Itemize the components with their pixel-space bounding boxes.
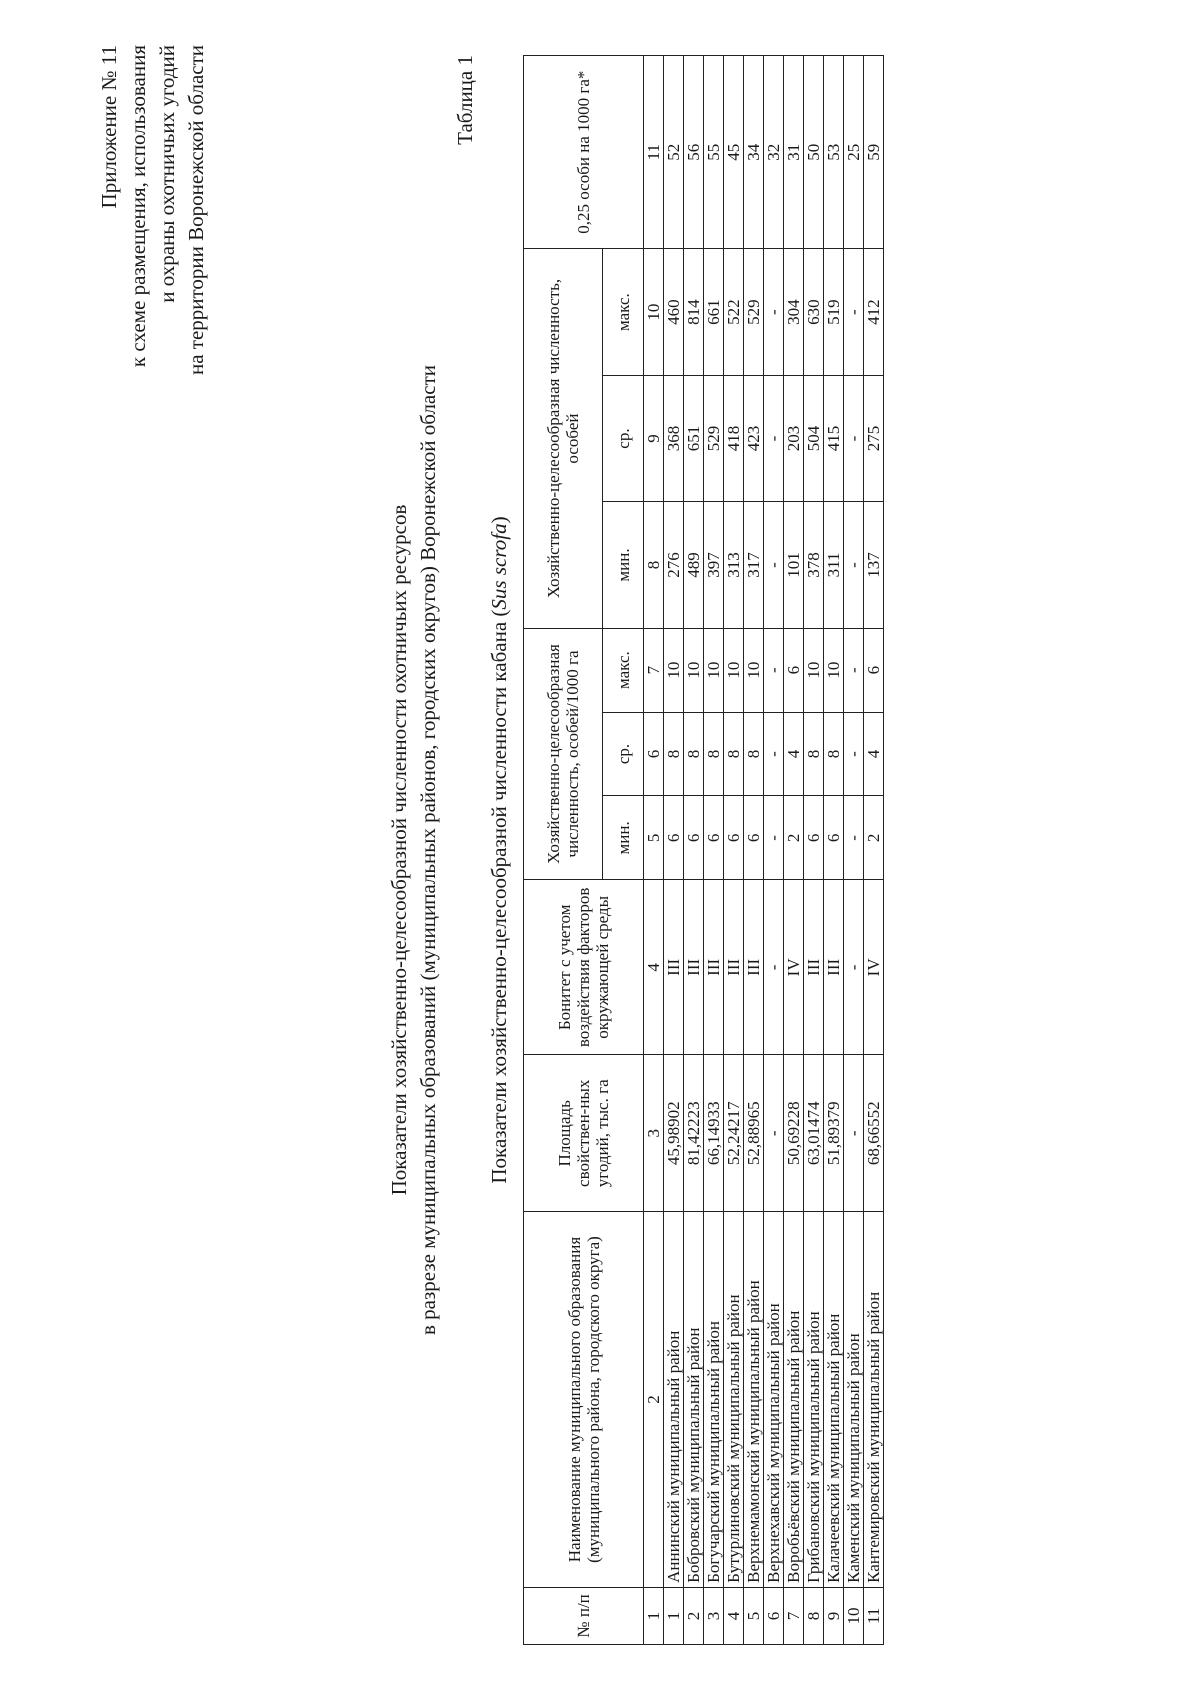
table-cell: 8 [824,712,844,796]
table-label-text: Таблица 1 [453,55,477,145]
table-cell: 6 [724,796,744,880]
municipality-name-cell: Грибановский муниципальный район [804,1212,824,1588]
table-cell: 68,66552 [864,1055,884,1212]
header-count-avg: ср. [603,375,644,501]
table-cell: 10 [704,628,724,712]
main-title-line-2: в разрезе муниципальных образований (муниципальных районов, городских округов) Воронежской области [416,365,440,1336]
table-cell: III [724,880,744,1055]
table-cell: III [804,880,824,1055]
header-last: 0,25 особи на 1000 га* [524,56,644,249]
header-bonitet: Бонитет с учетом воздействия факторов окружающей среды [524,880,644,1055]
table-cell: - [764,375,784,501]
data-table [523,55,884,1645]
municipality-name-cell: Верхнехавский муниципальный район [764,1212,784,1588]
table-cell: 8 [684,712,704,796]
table-cell: 52 [664,56,684,249]
col-number-cell: 8 [644,502,664,628]
table-cell: 50,69228 [784,1055,804,1212]
col-number-cell: 9 [644,375,664,501]
table-cell: 2 [864,796,884,880]
table-cell: 519 [824,249,844,375]
table-row [824,56,844,1645]
table-cell: IV [784,880,804,1055]
table-cell: 7 [784,1587,804,1644]
table-cell: 6 [744,796,764,880]
table-cell: 11 [864,1587,884,1644]
table-cell: III [664,880,684,1055]
table-cell: 34 [744,56,764,249]
table-cell: 2 [784,796,804,880]
municipality-name-cell: Бутурлиновский муниципальный район [724,1212,744,1588]
municipality-name-cell: Богучарский муниципальный район [704,1212,724,1588]
table-row [844,56,864,1645]
table-body [644,56,884,1645]
table-cell: 8 [664,712,684,796]
municipality-name-cell: Воробьёвский муниципальный район [784,1212,804,1588]
table-cell: 10 [844,1587,864,1644]
table-row [764,56,784,1645]
table-cell: 10 [684,628,704,712]
table-row [704,56,724,1645]
table-cell: 52,88965 [744,1055,764,1212]
table-row [784,56,804,1645]
table-cell: III [704,880,724,1055]
appendix-line-3: и охраны охотничьих угодий [155,45,179,303]
table-cell: - [764,502,784,628]
table-cell: 10 [804,628,824,712]
table-cell: 51,89379 [824,1055,844,1212]
table-cell: 522 [724,249,744,375]
table-cell: 275 [864,375,884,501]
table-cell: 630 [804,249,824,375]
table-row [744,56,764,1645]
header-count: Хозяйственно-целесообразная численность, особей [524,249,603,628]
table-cell: 63,01474 [804,1055,824,1212]
table-cell: - [764,628,784,712]
table-cell: 397 [704,502,724,628]
table-cell: 313 [724,502,744,628]
table-cell: 55 [704,56,724,249]
table-cell: 6 [864,628,884,712]
table-cell: 529 [704,375,724,501]
table-cell: 304 [784,249,804,375]
table-cell: III [684,880,704,1055]
appendix-line-2: к схеме размещения, использования [126,45,150,368]
appendix-line-1: Приложение № 11 [97,45,121,209]
header-density: Хозяйственно-целесообразная численность, особей/1000 га [524,628,603,880]
header-name: Наименование муниципального образования (муниципального района, городского округа) [524,1212,644,1588]
table-cell: - [764,880,784,1055]
header-area: Площадь свойствен-ных угодий, тыс. га [524,1055,644,1212]
table-cell: - [844,249,864,375]
municipality-name-cell: Аннинский муниципальный район [664,1212,684,1588]
header-count-min: мин. [603,502,644,628]
table-cell: 276 [664,502,684,628]
header-density-min: мин. [603,796,644,880]
table-cell: 378 [804,502,824,628]
table-row [724,56,744,1645]
col-number-cell: 5 [644,796,664,880]
col-number-cell: 10 [644,249,664,375]
table-cell: 423 [744,375,764,501]
table-cell: 9 [824,1587,844,1644]
table-cell: 53 [824,56,844,249]
species-latin-name: Sus scrofa [487,523,511,610]
table-cell: 4 [784,712,804,796]
table-cell: 8 [704,712,724,796]
table-cell: 45,98902 [664,1055,684,1212]
table-cell: 8 [804,1587,824,1644]
table-cell: 6 [664,796,684,880]
header-density-max: макс. [603,628,644,712]
table-cell: 412 [864,249,884,375]
table-cell: 489 [684,502,704,628]
main-title-line-1: Показатели хозяйственно-целесообразной численности охотничьих ресурсов [387,504,411,1196]
table-cell: III [744,880,764,1055]
table-cell: III [824,880,844,1055]
table-title: Показатели хозяйственно-целесообразной численности кабана (Sus scrofa) [487,516,511,1184]
col-number-cell: 1 [644,1587,664,1644]
table-cell: 661 [704,249,724,375]
table-cell: 81,42223 [684,1055,704,1212]
table-cell: 4 [864,712,884,796]
col-number-cell: 3 [644,1055,664,1212]
table-cell: 10 [664,628,684,712]
table-cell: 101 [784,502,804,628]
table-row [804,56,824,1645]
table-cell: - [764,712,784,796]
header-num: № п/п [524,1587,644,1644]
table-cell: 56 [684,56,704,249]
col-number-cell: 2 [644,1212,664,1588]
table-cell: 317 [744,502,764,628]
table-cell: 1 [664,1587,684,1644]
municipality-name-cell: Кантемировский муниципальный район [864,1212,884,1588]
appendix-block [95,45,211,685]
table-cell: 10 [744,628,764,712]
table-cell: 529 [744,249,764,375]
table-cell: 8 [724,712,744,796]
table-cell: - [764,249,784,375]
table-cell: 504 [804,375,824,501]
table-cell: - [844,712,864,796]
table-row [664,56,684,1645]
table-cell: 50 [804,56,824,249]
table-cell: 31 [784,56,804,249]
table-cell: 6 [824,796,844,880]
table-cell: 25 [844,56,864,249]
table-cell: 2 [684,1587,704,1644]
table-cell: - [764,1055,784,1212]
table-cell: 814 [684,249,704,375]
table-row [684,56,704,1645]
table-cell: 66,14933 [704,1055,724,1212]
table-cell: 10 [824,628,844,712]
col-number-cell: 4 [644,880,664,1055]
table-cell: 5 [744,1587,764,1644]
appendix-line-4: на территории Воронежской области [184,45,208,376]
table-cell: 6 [804,796,824,880]
municipality-name-cell: Бобровский муниципальный район [684,1212,704,1588]
table-cell: 59 [864,56,884,249]
table-cell: 45 [724,56,744,249]
table-cell: 52,24217 [724,1055,744,1212]
table-cell: 6 [784,628,804,712]
table-cell: IV [864,880,884,1055]
table-cell: 651 [684,375,704,501]
table-cell: 8 [804,712,824,796]
table-cell: - [844,880,864,1055]
table-cell: 368 [664,375,684,501]
table-cell: - [844,502,864,628]
table-cell: 311 [824,502,844,628]
table-cell: 10 [724,628,744,712]
table-cell: - [844,628,864,712]
municipality-name-cell: Верхнемамонский муниципальный район [744,1212,764,1588]
table-cell: 32 [764,56,784,249]
table-cell: 6 [704,796,724,880]
table-cell: 3 [704,1587,724,1644]
column-number-row [644,56,664,1645]
municipality-name-cell: Каменский муниципальный район [844,1212,864,1588]
table-cell: 4 [724,1587,744,1644]
table-cell: - [844,1055,864,1212]
table-cell: 418 [724,375,744,501]
col-number-cell: 6 [644,712,664,796]
table-cell: - [764,796,784,880]
table-cell: 203 [784,375,804,501]
table-cell: 415 [824,375,844,501]
header-count-max: макс. [603,249,644,375]
table-cell: - [844,375,864,501]
col-number-cell: 7 [644,628,664,712]
header-density-avg: ср. [603,712,644,796]
table-row [864,56,884,1645]
municipality-name-cell: Калачеевский муниципальный район [824,1212,844,1588]
table-cell: 6 [764,1587,784,1644]
table-cell: - [844,796,864,880]
col-number-cell: 11 [644,56,664,249]
table-cell: 8 [744,712,764,796]
table-cell: 6 [684,796,704,880]
table-cell: 137 [864,502,884,628]
table-cell: 460 [664,249,684,375]
